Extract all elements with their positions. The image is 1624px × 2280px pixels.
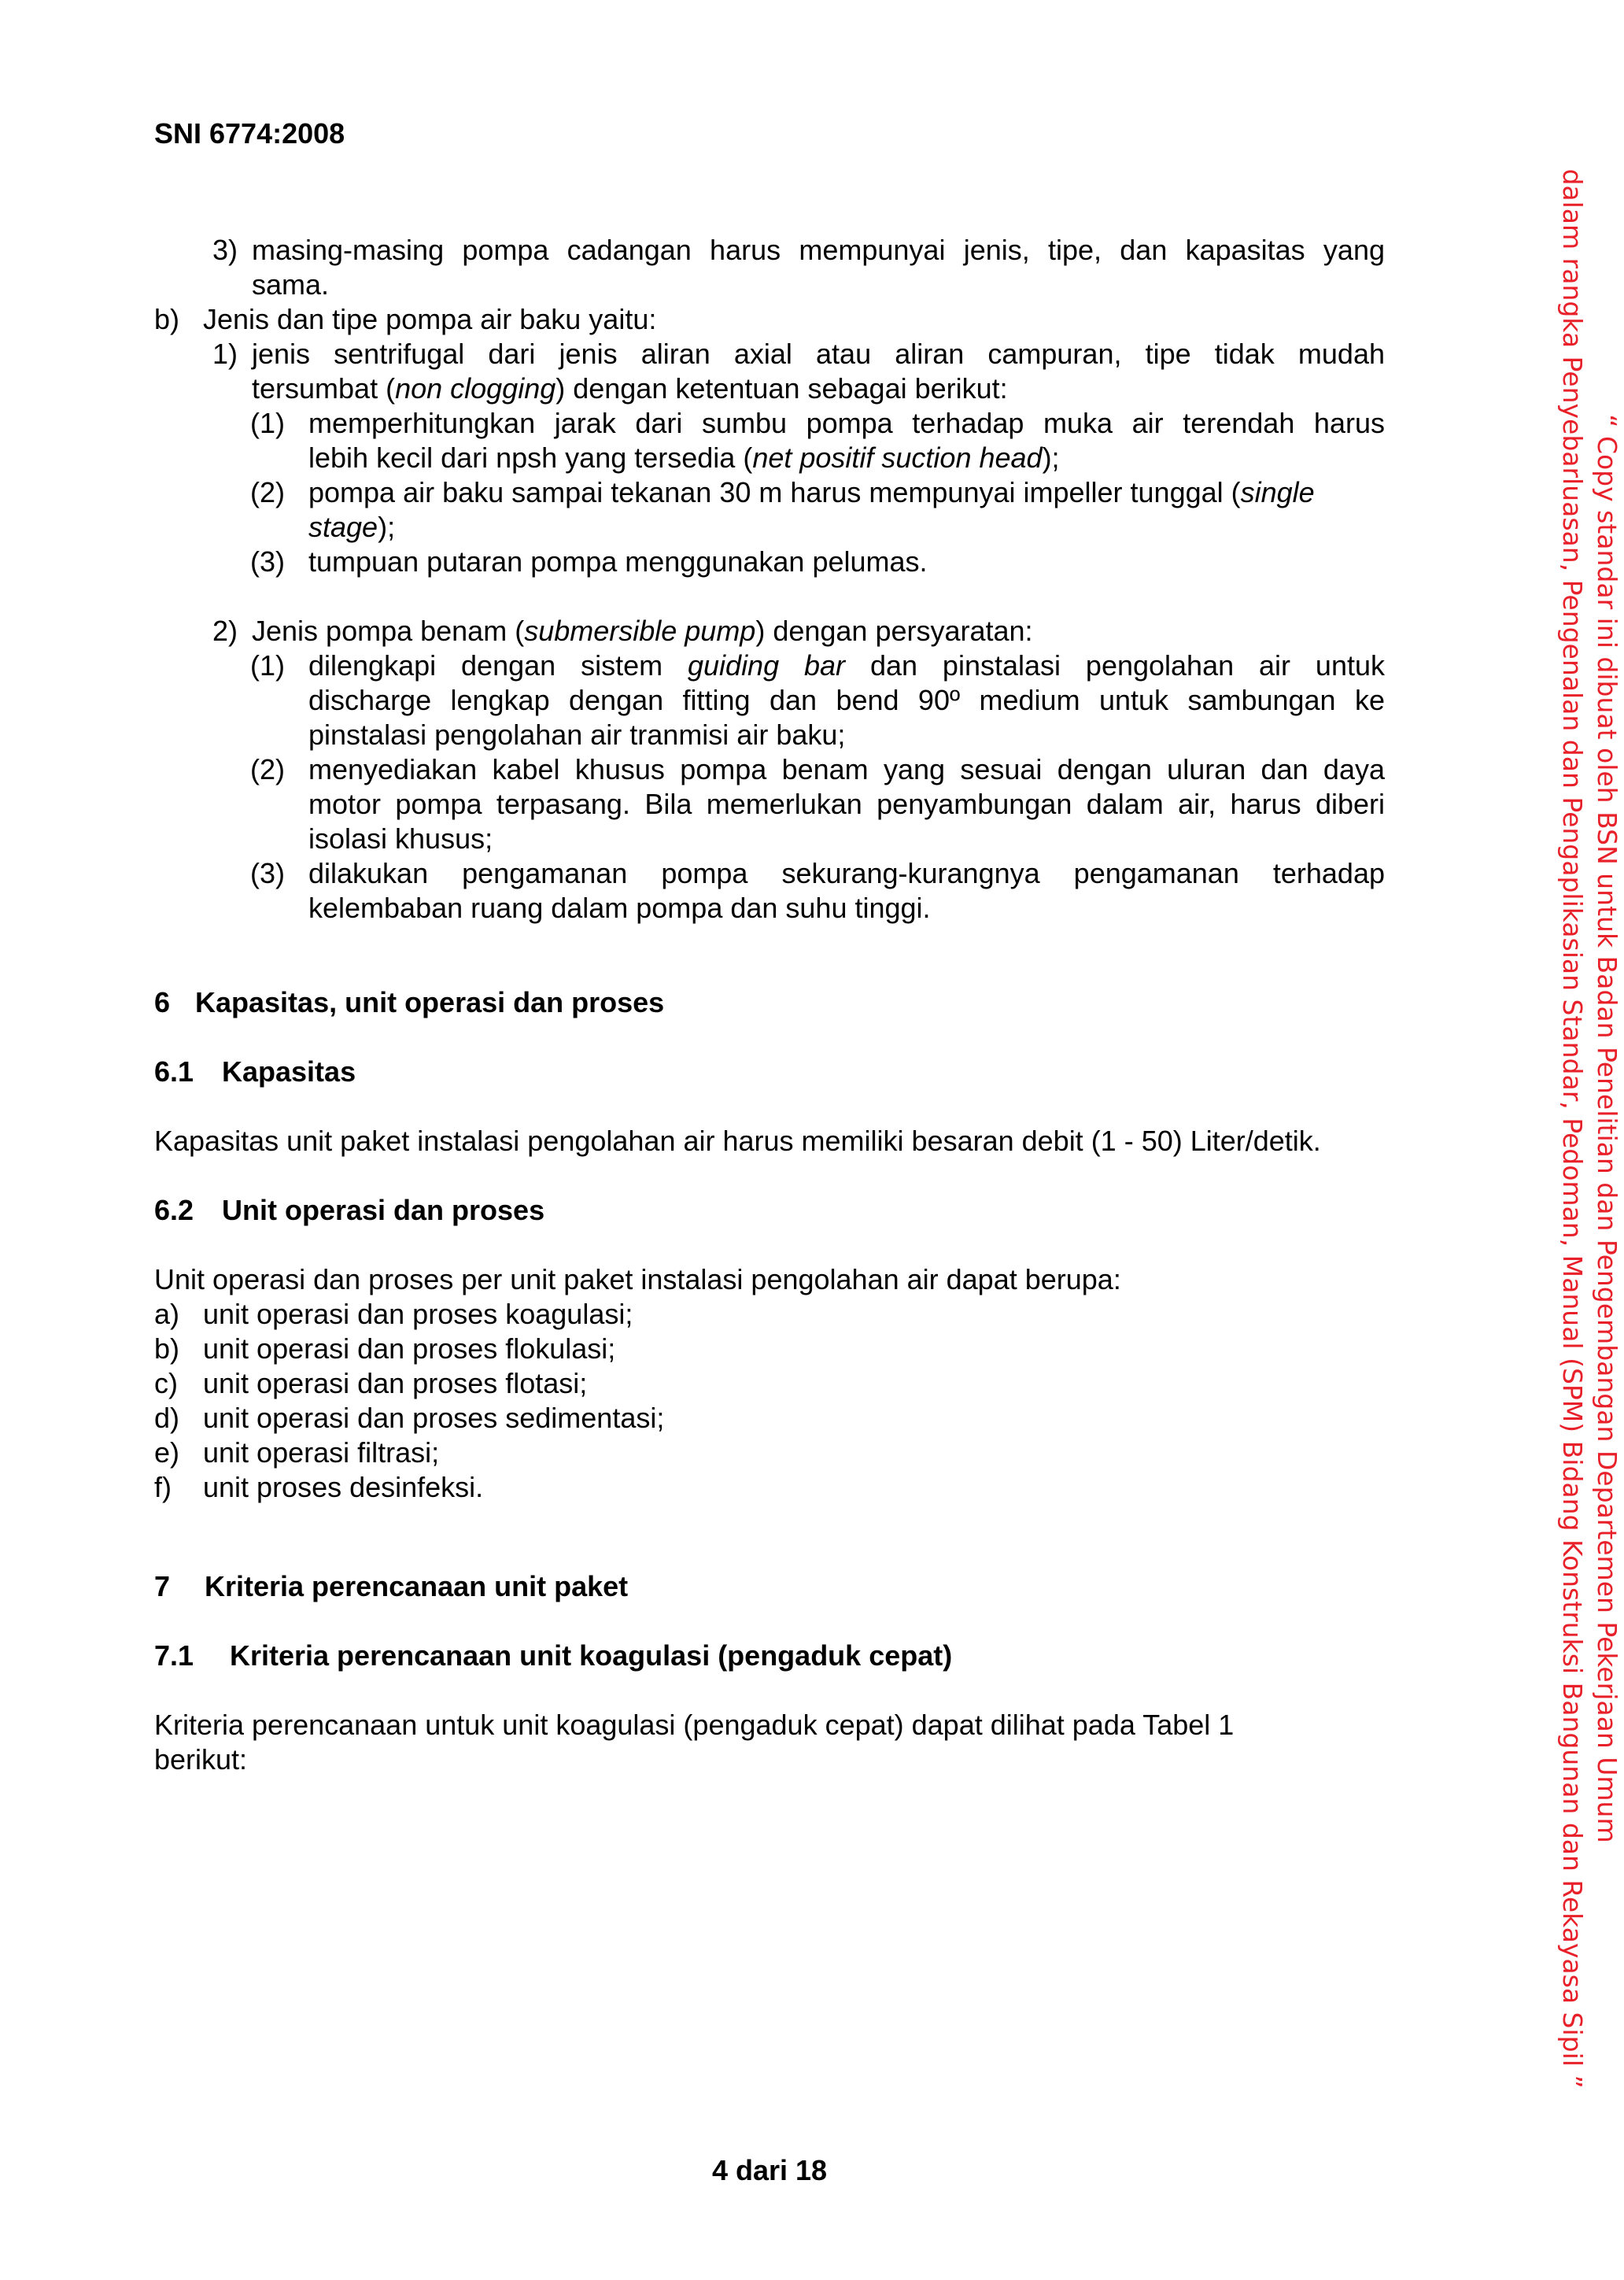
item-text-line: memperhitungkan jarak dari sumbu pompa terhadap muka air terendah harus xyxy=(308,407,1385,439)
watermark-line: dalam rangka Penyebarluasan, Pengenalan dan Pengaplikasian Standar, Pedoman, Manual (SPM) Bidang Konstruksi Bangunan dan Rekayasa Sipil ” xyxy=(1557,168,1588,2089)
item-text-line: dilakukan pengamanan pompa sekurang-kurangnya pengamanan terhadap xyxy=(308,857,1385,889)
list-label: f) xyxy=(154,1471,172,1503)
list-label: b) xyxy=(154,1332,180,1365)
text-run-italic: non clogging xyxy=(395,372,556,405)
text-run: ) dengan persyaratan: xyxy=(755,615,1033,647)
item-number: (1) xyxy=(250,407,285,439)
section-title: Unit operasi dan proses xyxy=(222,1194,545,1226)
item-number: 2) xyxy=(212,615,238,647)
item-text-line: masing-masing pompa cadangan harus mempunyai jenis, tipe, dan kapasitas yang xyxy=(252,234,1385,266)
section-title: Kapasitas xyxy=(222,1055,356,1088)
paragraph: Unit operasi dan proses per unit paket instalasi pengolahan air dapat berupa: xyxy=(154,1263,1121,1295)
item-text-line: jenis sentrifugal dari jenis aliran axial atau aliran campuran, tipe tidak mudah xyxy=(252,338,1385,370)
list-item: unit operasi dan proses koagulasi; xyxy=(203,1298,633,1330)
item-text-line: isolasi khusus; xyxy=(308,822,493,855)
item-text-line: discharge lengkap dengan fitting dan bend 90º medium untuk sambungan ke xyxy=(308,684,1385,716)
section-title: Kriteria perencanaan unit paket xyxy=(205,1570,629,1602)
item-number: (1) xyxy=(250,649,285,682)
item-number: (2) xyxy=(250,753,285,785)
text-run: lebih kecil dari npsh yang tersedia ( xyxy=(308,442,753,474)
item-number: (3) xyxy=(250,857,285,889)
section-number: 7.1 xyxy=(154,1639,194,1672)
list-item: unit operasi dan proses sedimentasi; xyxy=(203,1402,665,1434)
page-number: 4 dari 18 xyxy=(711,2154,828,2186)
section-title: Kriteria perencanaan unit koagulasi (pengaduk cepat) xyxy=(230,1639,953,1672)
paragraph: Kapasitas unit paket instalasi pengolahan air harus memiliki besaran debit (1 - 50) Liter/detik. xyxy=(154,1125,1321,1157)
list-label: a) xyxy=(154,1298,180,1330)
item-label: b) xyxy=(154,303,180,335)
list-label: d) xyxy=(154,1402,180,1434)
item-text-line xyxy=(308,441,1060,475)
text-run-italic: guiding bar xyxy=(688,649,846,682)
paragraph-line: Kriteria perencanaan untuk unit koagulasi (pengaduk cepat) dapat dilihat pada Tabel 1 xyxy=(154,1709,1235,1741)
item-text-line: menyediakan kabel khusus pompa benam yang sesuai dengan uluran dan daya xyxy=(308,753,1385,785)
section-number: 7 xyxy=(154,1570,171,1602)
list-item: unit operasi filtrasi; xyxy=(203,1436,440,1469)
text-run-italic: stage xyxy=(308,511,378,543)
text-run: ) dengan ketentuan sebagai berikut: xyxy=(555,372,1008,405)
item-number: 1) xyxy=(212,338,238,370)
text-run: ); xyxy=(1042,442,1060,474)
item-number: 3) xyxy=(212,234,238,266)
item-text-line xyxy=(252,614,1033,649)
section-number: 6 xyxy=(154,986,171,1018)
item-text-line: sama. xyxy=(252,268,330,301)
item-text-line xyxy=(308,475,1315,510)
list-item: unit proses desinfeksi. xyxy=(203,1471,484,1503)
text-run-italic: single xyxy=(1240,476,1315,508)
watermark-line: “ Copy standar ini dibuat oleh BSN untuk Badan Penelitian dan Pengembangan Departemen Pekerjaan Umum xyxy=(1592,414,1622,1843)
item-text-line xyxy=(252,371,1008,406)
text-run-italic: net positif suction head xyxy=(752,442,1043,474)
item-text-line: tumpuan putaran pompa menggunakan pelumas. xyxy=(308,545,928,578)
item-text-line: motor pompa terpasang. Bila memerlukan penyambungan dalam air, harus diberi xyxy=(308,788,1385,820)
text-run: pompa air baku sampai tekanan 30 m harus mempunyai impeller tunggal ( xyxy=(308,476,1241,508)
item-text-line: pinstalasi pengolahan air tranmisi air baku; xyxy=(308,719,846,751)
text-run-italic: submersible pump xyxy=(524,615,756,647)
section-number: 6.2 xyxy=(154,1194,194,1226)
item-number: (2) xyxy=(250,476,285,508)
item-text-line xyxy=(308,510,395,545)
list-label: e) xyxy=(154,1436,180,1469)
copyright-watermark xyxy=(1555,42,1624,2215)
list-label: c) xyxy=(154,1367,178,1399)
list-item: unit operasi dan proses flokulasi; xyxy=(203,1332,616,1365)
item-text-line: kelembaban ruang dalam pompa dan suhu tinggi. xyxy=(308,892,931,924)
text-run: Jenis pompa benam ( xyxy=(252,615,525,647)
text-run: dilengkapi dengan sistem xyxy=(308,649,688,682)
item-text-line xyxy=(308,649,1385,683)
text-run: tersumbat ( xyxy=(252,372,396,405)
text-run: dan pinstalasi pengolahan air untuk xyxy=(845,649,1385,682)
section-title: Kapasitas, unit operasi dan proses xyxy=(195,986,665,1018)
item-number: (3) xyxy=(250,545,285,578)
document-id: SNI 6774:2008 xyxy=(154,117,345,150)
section-number: 6.1 xyxy=(154,1055,194,1088)
item-text: Jenis dan tipe pompa air baku yaitu: xyxy=(203,303,657,335)
list-item: unit operasi dan proses flotasi; xyxy=(203,1367,588,1399)
text-run: ); xyxy=(378,511,396,543)
paragraph-line: berikut: xyxy=(154,1743,248,1776)
